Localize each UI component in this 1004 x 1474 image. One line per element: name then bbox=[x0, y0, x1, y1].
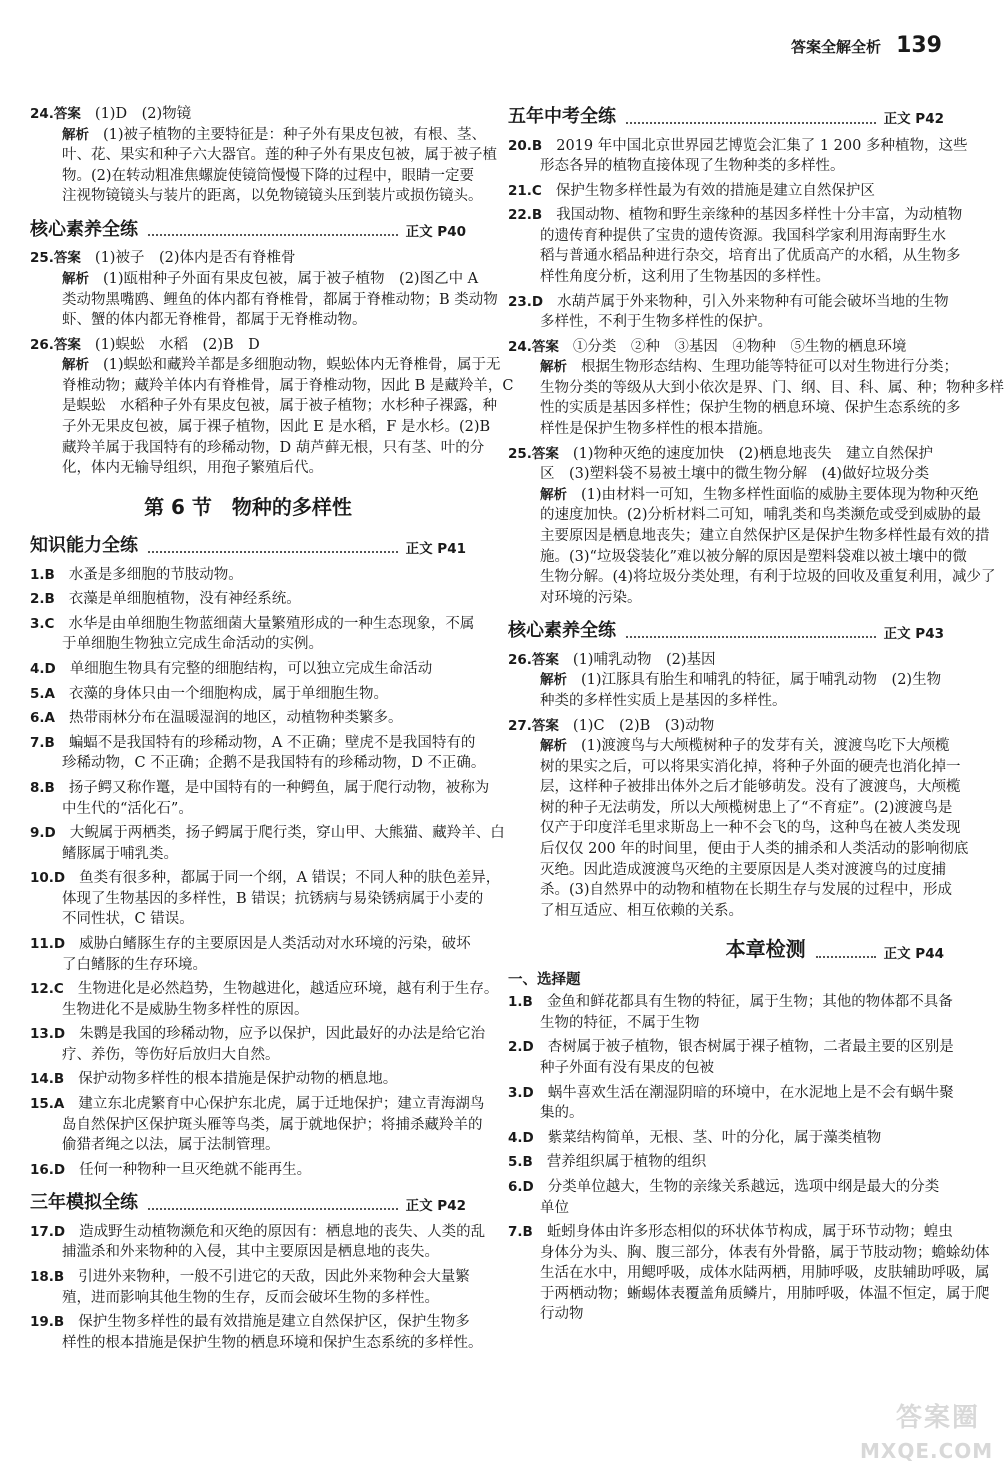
answer-item bbox=[30, 823, 505, 864]
answer-item bbox=[30, 1160, 466, 1181]
answer-item bbox=[30, 589, 466, 610]
section-title: 三年模拟全练 bbox=[30, 1192, 138, 1214]
answer-text: 的遗传育种提供了宝贵的遗传资源。我国科学家利用海南野生水 bbox=[540, 227, 946, 244]
item-number: 8.B bbox=[30, 779, 55, 796]
knowledge-answer-list bbox=[30, 565, 505, 1181]
answer-item bbox=[30, 934, 471, 975]
answer-text: (1)被子 (2)体内是否有脊椎骨 bbox=[94, 250, 296, 267]
analysis-line: 的速度加快。(2)分析材料二可知，哺乳类和鸟类濒危或受到威胁的最 bbox=[540, 507, 982, 524]
answer-text: 鳍豚属于哺乳类。 bbox=[62, 845, 178, 862]
answer-label: 答案 bbox=[53, 250, 81, 267]
answer-item bbox=[30, 979, 499, 1020]
answer-text: 区 (3)塑料袋不易被土壤中的微生物分解 (4)做好垃圾分类 bbox=[540, 466, 930, 483]
answer-text: 扬子鳄又称作鼍，是中国特有的一种鳄鱼，属于爬行动物，被称为 bbox=[68, 779, 490, 796]
section-header-core bbox=[30, 217, 466, 243]
answer-item-27-right bbox=[508, 716, 969, 922]
answer-text: 分类单位越大，生物的亲缘关系越远，选项中纲是最大的分类 bbox=[547, 1178, 940, 1195]
item-number: 12.C bbox=[30, 981, 64, 998]
item-number: 25. bbox=[508, 445, 532, 462]
answer-item bbox=[30, 659, 466, 680]
analysis-label: 解析 bbox=[62, 271, 89, 288]
dotted-leader bbox=[148, 551, 398, 553]
answer-text: 稻与普通水稻品种进行杂交，培育出了优质高产的水稻，从生物多 bbox=[540, 248, 961, 265]
section-page-ref: 正文 P42 bbox=[405, 1197, 466, 1214]
section-header-three-year bbox=[30, 1190, 466, 1216]
answer-text: 不同性状，C 错误。 bbox=[62, 911, 194, 928]
subsection-title: 一、选择题 bbox=[508, 971, 581, 988]
item-number: 1.B bbox=[508, 994, 533, 1011]
item-number: 11.D bbox=[30, 935, 66, 952]
answer-text: 集的。 bbox=[540, 1105, 584, 1122]
dotted-leader bbox=[148, 1208, 398, 1210]
answer-text: 单细胞生物具有完整的细胞结构，可以独立完成生命活动 bbox=[69, 661, 433, 678]
analysis-line: 虾、蟹的体内都无脊椎骨，都属于无脊椎动物。 bbox=[62, 312, 367, 329]
answer-text: 岛自然保护区保护斑头雁等鸟类，属于就地保护；将捕杀藏羚羊的 bbox=[62, 1116, 483, 1133]
answer-item bbox=[30, 614, 475, 655]
answer-item bbox=[508, 136, 968, 177]
analysis-line: (1)由材料一可知，生物多样性面临的威胁主要体现为物种灭绝 bbox=[581, 486, 979, 503]
answer-text: 中生代的“活化石”。 bbox=[62, 800, 193, 817]
answer-text: 2019 年中国北京世界园艺博览会汇集了 1 200 多种植物，这些 bbox=[556, 137, 968, 154]
analysis-line: 生物分解。(4)将垃圾分类处理，有利于垃圾的回收及重复利用，减少了 bbox=[540, 569, 996, 586]
answer-text: 了白鳍豚的生存环境。 bbox=[62, 956, 207, 973]
analysis-line: (1)江豚具有胎生和哺乳的特征，属于哺乳动物 (2)生物 bbox=[581, 672, 942, 689]
chapter-test-answer-list bbox=[508, 992, 990, 1325]
answer-item bbox=[30, 1094, 485, 1156]
item-number: 20.B bbox=[508, 137, 543, 154]
analysis-line: 树的种子无法萌发，所以大颅榄树患上了“不育症”。(2)渡渡鸟是 bbox=[540, 799, 953, 816]
answer-text: 营养组织属于植物的组织 bbox=[546, 1154, 707, 1171]
analysis-label: 解析 bbox=[540, 738, 567, 755]
item-number: 14.B bbox=[30, 1071, 65, 1088]
answer-text: 生物进化是必然趋势，生物越进化，越适应环境，越有利于生存。 bbox=[77, 981, 499, 998]
answer-text: 蝙蝠不是我国特有的珍稀动物，A 不正确；壁虎不是我国特有的 bbox=[68, 734, 476, 751]
section-title: 知识能力全练 bbox=[30, 535, 138, 557]
five-year-answer-list bbox=[508, 136, 968, 333]
section-title: 核心素养全练 bbox=[508, 620, 616, 642]
answer-item bbox=[30, 684, 466, 705]
item-number: 21.C bbox=[508, 182, 542, 199]
item-number: 6.A bbox=[30, 710, 55, 727]
analysis-line: 脊椎动物；藏羚羊体内有脊椎骨，属于脊椎动物，因此 B 是藏羚羊，C bbox=[62, 377, 514, 394]
answer-item bbox=[508, 1177, 944, 1218]
analysis-line: 层，这样种子被排出体外之后才能够萌发。没有了渡渡鸟，大颅榄 bbox=[540, 779, 961, 796]
section-page-ref: 正文 P40 bbox=[405, 224, 466, 241]
analysis-line: (1)瓯柑种子外面有果皮包被，属于被子植物 (2)图乙中 A bbox=[103, 271, 479, 288]
item-number: 24. bbox=[508, 338, 532, 355]
chapter-title: 第 6 节 物种的多样性 bbox=[144, 494, 352, 519]
analysis-line: 对环境的污染。 bbox=[540, 589, 642, 606]
answer-text: 水蚤是多细胞的节肢动物。 bbox=[68, 566, 243, 583]
analysis-label: 解析 bbox=[62, 357, 89, 374]
item-number: 9.D bbox=[30, 825, 56, 842]
answer-text: 热带雨林分布在温暖湿润的地区，动植物种类繁多。 bbox=[68, 710, 403, 727]
answer-label: 答案 bbox=[53, 106, 81, 122]
item-number: 2.B bbox=[30, 591, 55, 608]
answer-item bbox=[30, 778, 490, 819]
item-number: 19.B bbox=[30, 1314, 65, 1331]
item-number: 2.D bbox=[508, 1039, 534, 1056]
analysis-line: 灭绝。因此造成渡渡鸟灭绝的主要原因是人类对渡渡鸟的过度捕 bbox=[540, 861, 946, 878]
analysis-line: 种类的多样性实质上是基因的多样性。 bbox=[540, 692, 787, 709]
answer-text: (1)物种灭绝的速度加快 (2)栖息地丧失 建立自然保护 bbox=[572, 445, 933, 462]
analysis-line: 物。(2)在转动粗准焦螺旋使镜筒慢慢下降的过程中，眼睛一定要 bbox=[62, 167, 475, 184]
dotted-leader bbox=[626, 122, 876, 124]
item-number: 22.B bbox=[508, 207, 543, 224]
answer-text: 蜗牛喜欢生活在潮湿阴暗的环境中，在水泥地上是不会有蜗牛聚 bbox=[547, 1084, 954, 1101]
item-number: 10.D bbox=[30, 870, 66, 887]
answer-text: 蚯蚓身体由许多形态相似的环状体节构成，属于环节动物；蝗虫 bbox=[546, 1224, 953, 1241]
analysis-line: 杀。(3)自然界中的动物和植物在长期生存与发展的过程中，形成 bbox=[540, 882, 953, 899]
answer-text: 大鲵属于两栖类，扬子鳄属于爬行类，穿山甲、大熊猫、藏羚羊、白 bbox=[69, 825, 505, 842]
answer-text: 水葫芦属于外来物种，引入外来物种有可能会破坏当地的生物 bbox=[557, 293, 949, 310]
answer-text: 紫菜结构简单，无根、茎、叶的分化，属于藻类植物 bbox=[547, 1129, 882, 1146]
answer-text: 生物进化不是威胁生物多样性的原因。 bbox=[62, 1001, 309, 1018]
answer-text: 于单细胞生物独立完成生命活动的实例。 bbox=[62, 636, 323, 653]
item-number: 13.D bbox=[30, 1026, 66, 1043]
page-number: 139 bbox=[896, 33, 942, 58]
answer-item bbox=[30, 1069, 466, 1090]
answer-text: 捕滥杀和外来物种的入侵，其中主要原因是栖息地的丧失。 bbox=[62, 1244, 439, 1261]
analysis-line: 样性是保护生物多样性的根本措施。 bbox=[540, 421, 772, 438]
answer-item bbox=[30, 868, 501, 930]
answer-item bbox=[508, 1083, 954, 1124]
item-number: 17.D bbox=[30, 1223, 66, 1240]
answer-item-25 bbox=[30, 248, 498, 330]
answer-text: 朱鹮是我国的珍稀动物，应予以保护，因此最好的办法是给它治 bbox=[79, 1026, 486, 1043]
analysis-line: 子外无果皮包被，属于裸子植物，因此 E 是水稻，F 是水杉。(2)B bbox=[62, 419, 491, 436]
answer-text: 造成野生动植物濒危和灭绝的原因有：栖息地的丧失、人类的乱 bbox=[79, 1223, 486, 1240]
dotted-leader bbox=[148, 234, 398, 236]
analysis-label: 解析 bbox=[540, 359, 567, 376]
section-header-core-2 bbox=[508, 618, 944, 644]
watermark-logo bbox=[860, 1400, 994, 1463]
answer-text: 样性角度分析，这利用了生物基因的多样性。 bbox=[540, 269, 830, 286]
item-number: 27. bbox=[508, 717, 532, 734]
item-number: 26. bbox=[508, 651, 532, 668]
answer-item-26-right bbox=[508, 650, 944, 712]
section-page-ref: 正文 P43 bbox=[883, 625, 944, 642]
analysis-line: 叶、花、果实和种子六大器官。莲的种子外有果皮包被，属于被子植 bbox=[62, 147, 497, 164]
analysis-line: (1)蜈蚣和藏羚羊都是多细胞动物，蜈蚣体内无脊椎骨，属于无 bbox=[103, 357, 501, 374]
answer-item-25-right bbox=[508, 444, 996, 609]
analysis-line: 化，体内无输导组织，用孢子繁殖后代。 bbox=[62, 460, 323, 477]
answer-item bbox=[30, 708, 466, 729]
answer-text: 珍稀动物，C 不正确；企鹅不是我国特有的珍稀动物，D 不正确。 bbox=[62, 755, 486, 772]
analysis-line: 树的果实之后，可以将果实消化掉，将种子外面的硬壳也消化掉一 bbox=[540, 758, 961, 775]
answer-item bbox=[508, 292, 949, 333]
answer-text: (1)蜈蚣 水稻 (2)B D bbox=[94, 336, 260, 353]
item-number: 7.B bbox=[30, 734, 55, 751]
answer-item bbox=[508, 1222, 990, 1325]
answer-text: 生物的特征，不属于生物 bbox=[540, 1014, 700, 1031]
analysis-line: 注视物镜镜头与装片的距离，以免物镜镜头压到装片或损伤镜头。 bbox=[62, 188, 483, 205]
section-page-ref: 正文 P41 bbox=[405, 540, 466, 557]
answer-text: 多样性，不利于生物多样性的保护。 bbox=[540, 314, 772, 331]
answer-label: 答案 bbox=[531, 651, 559, 668]
item-number: 18.B bbox=[30, 1269, 65, 1286]
item-number: 4.D bbox=[30, 661, 56, 678]
answer-label: 答案 bbox=[53, 336, 81, 353]
answer-label: 答案 bbox=[531, 717, 559, 734]
dotted-leader bbox=[626, 636, 876, 638]
section-page-ref: 正文 P44 bbox=[883, 945, 944, 962]
answer-item bbox=[30, 733, 486, 774]
item-number: 3.D bbox=[508, 1084, 534, 1101]
analysis-line: 藏羚羊属于我国特有的珍稀动物，D 葫芦藓无根，只有茎、叶的分 bbox=[62, 439, 485, 456]
header-title: 答案全解全析 bbox=[790, 38, 881, 56]
answer-text: 我国动物、植物和野生亲缘种的基因多样性十分丰富，为动植物 bbox=[556, 207, 963, 224]
answer-text: 偷猎者绳之以法，属于法制管理。 bbox=[62, 1137, 280, 1154]
analysis-line: 类动物黑嘴鸥、鲤鱼的体内都有脊椎骨，都属于脊椎动物；B 类动物 bbox=[62, 291, 498, 308]
answer-text: 保护动物多样性的根本措施是保护动物的栖息地。 bbox=[78, 1071, 398, 1088]
answer-text: 体现了生物基因的多样性，B 错误；抗锈病与易染锈病属于小麦的 bbox=[62, 890, 484, 907]
answer-text: (1)哺乳动物 (2)基因 bbox=[572, 651, 716, 668]
answer-item-26 bbox=[30, 335, 514, 479]
item-number: 23.D bbox=[508, 293, 544, 310]
answer-item-24 bbox=[30, 104, 497, 207]
answer-label: 答案 bbox=[531, 338, 559, 355]
watermark-text: 答案圈 bbox=[895, 1403, 980, 1433]
answer-text: 殖，进而影响其他生物的生存，反而会破坏生物的多样性。 bbox=[62, 1289, 439, 1306]
answer-item bbox=[508, 1152, 944, 1173]
analysis-line: (1)被子植物的主要特征是：种子外有果皮包被，有根、茎、 bbox=[103, 126, 487, 143]
answer-text: 鱼类有很多种，都属于同一个纲，A 错误；不同人种的肤色差异， bbox=[79, 870, 501, 887]
dotted-leader bbox=[816, 956, 876, 958]
item-number: 26. bbox=[30, 336, 54, 353]
answer-text: (1)D (2)物镜 bbox=[94, 106, 192, 122]
section-title: 本章检测 bbox=[725, 937, 806, 962]
answer-text: 疗、养伤，等伤好后放归大自然。 bbox=[62, 1046, 280, 1063]
answer-text: 任何一种物种一旦灭绝就不能再生。 bbox=[79, 1161, 312, 1178]
item-number: 5.B bbox=[508, 1154, 533, 1171]
answer-item bbox=[30, 1222, 486, 1263]
answer-item bbox=[508, 181, 944, 202]
answer-text: 杏树属于被子植物，银杏树属于裸子植物，二者最主要的区别是 bbox=[547, 1039, 954, 1056]
answer-text: 生活在水中，用鳃呼吸，成体水陆两栖，用肺呼吸，皮肤辅助呼吸，属 bbox=[540, 1265, 990, 1282]
answer-item bbox=[30, 565, 466, 586]
answer-item-24-right bbox=[508, 337, 1004, 440]
answer-text: (1)C (2)B (3)动物 bbox=[572, 717, 715, 734]
answer-text: 单位 bbox=[540, 1199, 569, 1216]
item-number: 7.B bbox=[508, 1224, 533, 1241]
answer-text: 建立东北虎繁育中心保护东北虎，属于迁地保护；建立青海湖鸟 bbox=[78, 1096, 485, 1113]
section-header-five-year bbox=[508, 104, 944, 130]
analysis-label: 解析 bbox=[540, 672, 567, 689]
answer-text: 衣藻是单细胞植物，没有神经系统。 bbox=[68, 591, 301, 608]
analysis-line: 施。(3)“垃圾袋装化”难以被分解的原因是塑料袋难以被土壤中的微 bbox=[540, 548, 967, 565]
analysis-line: 主要原因是栖息地丧失；建立自然保护区是保护生物多样性最有效的措 bbox=[540, 527, 990, 544]
item-number: 25. bbox=[30, 250, 54, 267]
answer-text: 种子外面有没有果皮的包被 bbox=[540, 1060, 714, 1077]
answer-item bbox=[30, 1267, 470, 1308]
answer-text: 威胁白鳍豚生存的主要原因是人类活动对水环境的污染，破坏 bbox=[79, 935, 471, 952]
left-column bbox=[30, 104, 514, 1357]
answer-text: 金鱼和鲜花都具有生物的特征，属于生物；其他的物体都不具备 bbox=[546, 994, 953, 1011]
answer-text: ①分类 ②种 ③基因 ④物种 ⑤生物的栖息环境 bbox=[572, 338, 907, 355]
analysis-line: 根据生物形态结构、生理功能等特征可以对生物进行分类； bbox=[581, 359, 958, 376]
answer-item bbox=[30, 1312, 483, 1353]
answer-text: 身体分为头、胸、腹三部分，体表有外骨骼，属于节肢动物；蟾蜍幼体 bbox=[540, 1244, 990, 1261]
watermark-url: MXQE.COM bbox=[860, 1438, 994, 1463]
item-number: 6.D bbox=[508, 1178, 534, 1195]
analysis-label: 解析 bbox=[540, 486, 567, 503]
three-year-answer-list bbox=[30, 1222, 486, 1353]
analysis-line: 后仅仅 200 年的时间里，便由于人类的捕杀和人类活动的影响彻底 bbox=[540, 841, 969, 858]
answer-text: 样性的根本措施是保护生物的栖息环境和保护生态系统的多样性。 bbox=[62, 1334, 483, 1351]
item-number: 24. bbox=[30, 106, 54, 122]
answer-text: 引进外来物种，一般不引进它的天敌，因此外来物种会大量繁 bbox=[78, 1269, 470, 1286]
item-number: 15.A bbox=[30, 1096, 65, 1113]
analysis-line: 了相互适应、相互依赖的关系。 bbox=[540, 902, 743, 919]
analysis-line: 是蜈蚣 水稻种子外有果皮包被，属于被子植物；水杉种子裸露，种 bbox=[62, 398, 497, 415]
right-column bbox=[508, 104, 1004, 1329]
answer-label: 答案 bbox=[531, 445, 559, 462]
answer-text: 保护生物多样性最为有效的措施是建立自然保护区 bbox=[555, 182, 875, 199]
analysis-line: 仅产于印度洋毛里求斯岛上一种不会飞的鸟，这种鸟在被人类发现 bbox=[540, 820, 961, 837]
item-number: 1.B bbox=[30, 566, 55, 583]
analysis-line: 生物分类的等级从大到小依次是界、门、纲、目、科、属、种；物种多样 bbox=[540, 379, 1004, 396]
analysis-line: 性的实质是基因多样性；保护生物的栖息环境、保护生态系统的多 bbox=[540, 400, 961, 417]
answer-text: 衣藻的身体只由一个细胞构成，属于单细胞生物。 bbox=[68, 685, 388, 702]
item-number: 4.D bbox=[508, 1129, 534, 1146]
answer-text: 保护生物多样性的最有效措施是建立自然保护区，保护生物多 bbox=[78, 1314, 470, 1331]
answer-text: 形态各异的植物直接体现了生物种类的多样性。 bbox=[540, 158, 845, 175]
answer-item bbox=[508, 992, 953, 1033]
answer-item bbox=[30, 1024, 486, 1065]
answer-text: 水华是由单细胞生物蓝细菌大量繁殖形成的一种生态现象，不属 bbox=[68, 615, 475, 632]
answer-item bbox=[508, 205, 963, 287]
item-number: 5.A bbox=[30, 685, 55, 702]
item-number: 3.C bbox=[30, 615, 55, 632]
item-number: 16.D bbox=[30, 1161, 66, 1178]
section-page-ref: 正文 P42 bbox=[883, 111, 944, 128]
answer-text: 行动物 bbox=[540, 1306, 584, 1323]
section-title: 五年中考全练 bbox=[508, 106, 616, 127]
section-header-knowledge bbox=[30, 533, 466, 559]
analysis-line: (1)渡渡鸟与大颅榄树种子的发芽有关，渡渡鸟吃下大颅榄 bbox=[581, 738, 950, 755]
answer-item bbox=[508, 1037, 954, 1078]
section-header-chapter-test bbox=[508, 935, 944, 963]
analysis-label: 解析 bbox=[62, 126, 89, 143]
page-header bbox=[791, 30, 942, 61]
answer-item bbox=[508, 1128, 944, 1149]
section-title: 核心素养全练 bbox=[30, 218, 138, 240]
answer-text: 于两栖动物；蜥蜴体表覆盖角质鳞片，用肺呼吸，体温不恒定，属于爬 bbox=[540, 1285, 990, 1302]
